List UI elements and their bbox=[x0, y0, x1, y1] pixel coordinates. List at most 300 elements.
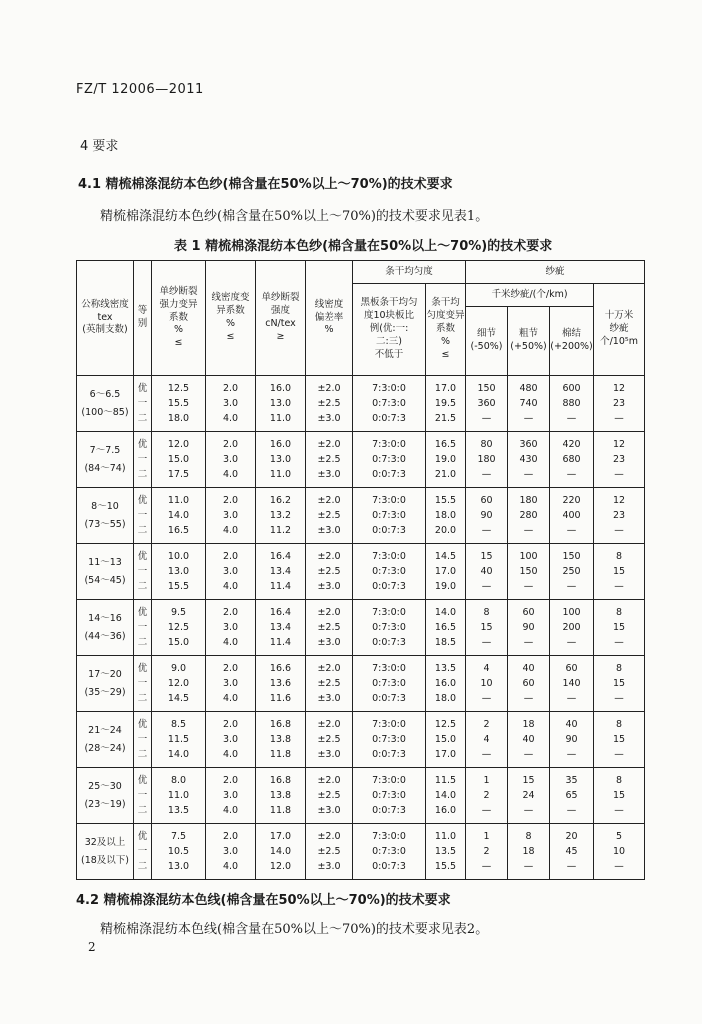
cell-value: 0:0:7:3 bbox=[372, 469, 406, 480]
cell-value: 40 bbox=[480, 566, 493, 577]
cell-value: 3.0 bbox=[222, 566, 239, 577]
cell-value: 12.0 bbox=[269, 861, 292, 872]
cell-value: 21～24 bbox=[88, 724, 122, 736]
cell-value: 二 bbox=[137, 413, 148, 424]
cell-deviation bbox=[306, 600, 353, 656]
cell-value: 90 bbox=[522, 622, 535, 633]
cell-value: 11.4 bbox=[269, 637, 292, 648]
cell-cv-strength bbox=[152, 712, 206, 768]
cell-value: 一 bbox=[137, 622, 148, 633]
cell-value: 15.0 bbox=[167, 454, 190, 465]
cell-per-100km bbox=[594, 656, 645, 712]
cell-blackboard bbox=[353, 432, 426, 488]
cell-neps bbox=[550, 600, 594, 656]
cell-value: 18 bbox=[522, 846, 535, 857]
cell-density bbox=[77, 544, 134, 600]
cell-grades bbox=[134, 824, 152, 880]
cell-value: 16.0 bbox=[269, 439, 292, 450]
cell-value: 6～6.5 bbox=[89, 388, 121, 400]
cell-value: 9.0 bbox=[170, 663, 187, 674]
cell-thin bbox=[466, 600, 508, 656]
cell-value: 12.5 bbox=[167, 383, 190, 394]
table-row bbox=[77, 656, 645, 712]
cell-per-100km bbox=[594, 376, 645, 432]
cell-value: 一 bbox=[137, 678, 148, 689]
cell-value: 430 bbox=[519, 454, 538, 465]
cell-value: 2 bbox=[483, 790, 490, 801]
cell-value: 360 bbox=[519, 439, 538, 450]
cell-value: 8 bbox=[483, 607, 490, 618]
cell-value: 13.5 bbox=[167, 805, 190, 816]
cell-cv-evenness bbox=[426, 768, 466, 824]
cell-tenacity bbox=[256, 712, 306, 768]
cell-cv-evenness bbox=[426, 656, 466, 712]
cell-value: 一 bbox=[137, 734, 148, 745]
cell-tenacity bbox=[256, 656, 306, 712]
cell-deviation bbox=[306, 824, 353, 880]
cell-value: 10 bbox=[612, 846, 626, 857]
cell-tenacity bbox=[256, 600, 306, 656]
cell-value: 15.5 bbox=[434, 495, 457, 506]
header-density bbox=[77, 261, 134, 376]
cell-thick bbox=[508, 712, 550, 768]
cell-value: ±3.0 bbox=[317, 413, 341, 424]
cell-value: 二 bbox=[137, 749, 148, 760]
cell-value: 3.0 bbox=[222, 790, 239, 801]
header-line: 匀度变异 bbox=[426, 310, 465, 322]
cell-thick bbox=[508, 768, 550, 824]
requirements-table bbox=[76, 260, 645, 880]
cell-value: 13.5 bbox=[434, 846, 457, 857]
cell-value: 14.0 bbox=[434, 790, 457, 801]
cell-deviation bbox=[306, 712, 353, 768]
cell-value: 600 bbox=[562, 383, 581, 394]
cell-value: 60 bbox=[565, 663, 578, 674]
cell-value: 8 bbox=[616, 775, 623, 786]
cell-value: 3.0 bbox=[222, 678, 239, 689]
cell-value: 7:3:0:0 bbox=[372, 439, 406, 450]
cell-value: 0:0:7:3 bbox=[372, 637, 406, 648]
cell-value: ±2.5 bbox=[317, 678, 341, 689]
cell-blackboard bbox=[353, 600, 426, 656]
cell-value: ±2.0 bbox=[317, 551, 341, 562]
cell-value: 优 bbox=[137, 663, 148, 674]
cell-value: 13.0 bbox=[167, 566, 190, 577]
cell-value: 250 bbox=[562, 566, 581, 577]
cell-value: — bbox=[614, 805, 624, 816]
cell-tenacity bbox=[256, 376, 306, 432]
cell-blackboard bbox=[353, 656, 426, 712]
cell-value: 40 bbox=[565, 719, 578, 730]
cell-value: — bbox=[614, 861, 624, 872]
cell-cv-evenness bbox=[426, 712, 466, 768]
cell-value: 40 bbox=[522, 734, 535, 745]
cell-value: 80 bbox=[480, 439, 493, 450]
cell-value: 8 bbox=[616, 663, 623, 674]
cell-grades bbox=[134, 712, 152, 768]
cell-value: ±2.0 bbox=[317, 495, 341, 506]
cell-thin bbox=[466, 376, 508, 432]
cell-value: 7:3:0:0 bbox=[372, 719, 406, 730]
cell-value: 15 bbox=[480, 622, 493, 633]
cell-deviation bbox=[306, 432, 353, 488]
cell-value: 2.0 bbox=[222, 831, 239, 842]
header-evenness-group: 条干均匀度 bbox=[353, 261, 466, 284]
cell-value: 0:7:3:0 bbox=[372, 566, 406, 577]
cell-value: 32及以上 bbox=[84, 836, 126, 848]
cell-value: 40 bbox=[522, 663, 535, 674]
cell-per-100km bbox=[594, 544, 645, 600]
cell-value: 13.4 bbox=[269, 566, 292, 577]
cell-value: 11.0 bbox=[167, 495, 190, 506]
cell-tenacity bbox=[256, 824, 306, 880]
cell-thick bbox=[508, 432, 550, 488]
cell-value: 3.0 bbox=[222, 454, 239, 465]
header-line: ≥ bbox=[276, 330, 285, 342]
cell-value: 优 bbox=[137, 775, 148, 786]
cell-thin bbox=[466, 656, 508, 712]
cell-value: 2.0 bbox=[222, 607, 239, 618]
cell-value: 11.4 bbox=[269, 581, 292, 592]
cell-neps bbox=[550, 824, 594, 880]
cell-cv-strength bbox=[152, 544, 206, 600]
cell-value: 二 bbox=[137, 637, 148, 648]
header-thick bbox=[508, 307, 550, 376]
cell-blackboard bbox=[353, 376, 426, 432]
header-deviation bbox=[306, 261, 353, 376]
cell-value: 15 bbox=[612, 734, 626, 745]
cell-value: 11.8 bbox=[269, 805, 292, 816]
header-line: 公称线密度 bbox=[81, 298, 129, 310]
cell-value: 11.0 bbox=[269, 413, 292, 424]
cell-cv-strength bbox=[152, 656, 206, 712]
cell-cv-evenness bbox=[426, 488, 466, 544]
cell-value: 2.0 bbox=[222, 383, 239, 394]
cell-value: 一 bbox=[137, 846, 148, 857]
cell-value: 4.0 bbox=[222, 637, 239, 648]
cell-per-100km bbox=[594, 824, 645, 880]
cell-thick bbox=[508, 544, 550, 600]
cell-value: — bbox=[523, 525, 534, 536]
cell-value: — bbox=[481, 805, 492, 816]
cell-value: — bbox=[481, 861, 492, 872]
cell-neps bbox=[550, 656, 594, 712]
cell-value: — bbox=[523, 413, 534, 424]
cell-value: ±2.0 bbox=[317, 607, 341, 618]
cell-value: ±3.0 bbox=[317, 693, 341, 704]
cell-value: 0:0:7:3 bbox=[372, 749, 406, 760]
cell-value: ±2.0 bbox=[317, 831, 341, 842]
cell-value: 8.5 bbox=[170, 719, 187, 730]
cell-value: 17.0 bbox=[434, 749, 457, 760]
header-cv-linear bbox=[206, 261, 256, 376]
cell-value: 2 bbox=[483, 719, 490, 730]
cell-grades bbox=[134, 600, 152, 656]
cell-value: (100～85) bbox=[81, 406, 129, 418]
table-row bbox=[77, 376, 645, 432]
cell-value: 16.5 bbox=[434, 622, 457, 633]
header-line: 线密度 bbox=[314, 298, 344, 310]
cell-grades bbox=[134, 544, 152, 600]
cell-value: 23 bbox=[612, 454, 626, 465]
cell-value: 20.0 bbox=[434, 525, 457, 536]
cell-value: ±2.0 bbox=[317, 383, 341, 394]
cell-blackboard bbox=[353, 544, 426, 600]
cell-value: 12.5 bbox=[167, 622, 190, 633]
cell-value: 0:0:7:3 bbox=[372, 413, 406, 424]
cell-cv-evenness bbox=[426, 376, 466, 432]
cell-value: 16.2 bbox=[269, 495, 292, 506]
cell-value: 19.5 bbox=[434, 398, 457, 409]
cell-value: 7.5 bbox=[170, 831, 187, 842]
header-line: % bbox=[225, 318, 236, 329]
cell-value: 4 bbox=[483, 734, 490, 745]
cell-value: 7:3:0:0 bbox=[372, 831, 406, 842]
cell-thin bbox=[466, 768, 508, 824]
header-line: 不低于 bbox=[374, 348, 404, 360]
cell-value: (54～45) bbox=[84, 574, 126, 586]
cell-per-100km bbox=[594, 600, 645, 656]
cell-value: 18.5 bbox=[434, 637, 457, 648]
cell-value: 150 bbox=[477, 383, 496, 394]
cell-value: 13.8 bbox=[269, 790, 292, 801]
cell-value: 15 bbox=[612, 622, 626, 633]
cell-value: ±3.0 bbox=[317, 861, 341, 872]
cell-value: 优 bbox=[137, 607, 148, 618]
cell-value: 0:7:3:0 bbox=[372, 846, 406, 857]
cell-value: ±2.5 bbox=[317, 510, 341, 521]
cell-value: 0:7:3:0 bbox=[372, 454, 406, 465]
cell-value: 优 bbox=[137, 719, 148, 730]
cell-value: 11.5 bbox=[434, 775, 457, 786]
cell-value: 3.0 bbox=[222, 846, 239, 857]
cell-value: 13.2 bbox=[269, 510, 292, 521]
cell-value: — bbox=[523, 581, 534, 592]
cell-value: 17.0 bbox=[434, 383, 457, 394]
header-blackboard bbox=[353, 284, 426, 376]
cell-value: ±2.0 bbox=[317, 439, 341, 450]
header-line: 例(优:一: bbox=[369, 323, 409, 335]
cell-value: 15.5 bbox=[434, 861, 457, 872]
cell-value: 0:7:3:0 bbox=[372, 622, 406, 633]
cell-value: 14～16 bbox=[88, 612, 122, 624]
cell-blackboard bbox=[353, 824, 426, 880]
cell-cv-strength bbox=[152, 824, 206, 880]
cell-value: 12 bbox=[612, 439, 626, 450]
cell-value: 14.0 bbox=[434, 607, 457, 618]
cell-value: ±2.5 bbox=[317, 398, 341, 409]
cell-cv-linear bbox=[206, 824, 256, 880]
cell-value: 0:7:3:0 bbox=[372, 510, 406, 521]
cell-density bbox=[77, 768, 134, 824]
page-number: 2 bbox=[88, 940, 96, 954]
header-line: 异系数 bbox=[216, 305, 245, 317]
cell-per-100km bbox=[594, 432, 645, 488]
table-row bbox=[77, 824, 645, 880]
cell-value: 880 bbox=[562, 398, 581, 409]
cell-value: — bbox=[566, 861, 577, 872]
cell-value: 12 bbox=[612, 383, 626, 394]
cell-value: 7:3:0:0 bbox=[372, 607, 406, 618]
cell-value: 13.0 bbox=[269, 398, 292, 409]
cell-value: 一 bbox=[137, 510, 148, 521]
cell-value: 10.0 bbox=[167, 551, 190, 562]
cell-neps bbox=[550, 488, 594, 544]
cell-value: 14.5 bbox=[434, 551, 457, 562]
cell-value: 7:3:0:0 bbox=[372, 383, 406, 394]
cell-value: 21.5 bbox=[434, 413, 457, 424]
table-row bbox=[77, 432, 645, 488]
cell-value: 13.0 bbox=[167, 861, 190, 872]
cell-value: 15 bbox=[522, 775, 535, 786]
cell-neps bbox=[550, 768, 594, 824]
section-4-1-body: 精梳棉涤混纺本色纱(棉含量在50%以上～70%)的技术要求见表1。 bbox=[100, 209, 489, 224]
header-line: 单纱断裂 bbox=[261, 292, 300, 304]
cell-per-100km bbox=[594, 712, 645, 768]
cell-value: 一 bbox=[137, 398, 148, 409]
cell-neps bbox=[550, 544, 594, 600]
cell-value: 12.0 bbox=[167, 439, 190, 450]
cell-value: (44～36) bbox=[84, 630, 126, 642]
header-thin bbox=[466, 307, 508, 376]
cell-value: 140 bbox=[562, 678, 581, 689]
cell-value: 0:7:3:0 bbox=[372, 398, 406, 409]
cell-tenacity bbox=[256, 768, 306, 824]
header-line: 二:三) bbox=[376, 335, 402, 347]
cell-value: 7:3:0:0 bbox=[372, 663, 406, 674]
cell-per-100km bbox=[594, 488, 645, 544]
cell-value: 3.0 bbox=[222, 510, 239, 521]
cell-value: 3.0 bbox=[222, 622, 239, 633]
cell-value: 2.0 bbox=[222, 439, 239, 450]
cell-value: 19.0 bbox=[434, 454, 457, 465]
cell-grades bbox=[134, 376, 152, 432]
cell-value: 一 bbox=[137, 790, 148, 801]
cell-value: 4.0 bbox=[222, 413, 239, 424]
cell-value: 11.0 bbox=[167, 790, 190, 801]
cell-thick bbox=[508, 656, 550, 712]
cell-value: 16.0 bbox=[269, 383, 292, 394]
cell-cv-linear bbox=[206, 600, 256, 656]
cell-thin bbox=[466, 824, 508, 880]
cell-value: ±2.5 bbox=[317, 454, 341, 465]
cell-value: 21.0 bbox=[434, 469, 457, 480]
cell-value: 9.5 bbox=[170, 607, 187, 618]
cell-thick bbox=[508, 600, 550, 656]
cell-value: — bbox=[566, 749, 577, 760]
cell-value: — bbox=[481, 525, 492, 536]
section-4-2-body: 精梳棉涤混纺本色线(棉含量在50%以上～70%)的技术要求见表2。 bbox=[100, 922, 489, 937]
cell-deviation bbox=[306, 488, 353, 544]
cell-value: — bbox=[614, 525, 624, 536]
cell-value: 16.5 bbox=[434, 439, 457, 450]
cell-value: 11.8 bbox=[269, 749, 292, 760]
header-line: 别 bbox=[137, 318, 148, 329]
cell-value: 18.0 bbox=[434, 693, 457, 704]
cell-value: ±3.0 bbox=[317, 469, 341, 480]
cell-density bbox=[77, 712, 134, 768]
header-line: % bbox=[324, 324, 334, 336]
cell-value: 11.0 bbox=[269, 469, 292, 480]
cell-value: — bbox=[566, 413, 577, 424]
standard-number: FZ/T 12006—2011 bbox=[76, 82, 204, 97]
cell-value: 4.0 bbox=[222, 469, 239, 480]
cell-value: 360 bbox=[477, 398, 496, 409]
cell-value: 280 bbox=[519, 510, 538, 521]
cell-value: 1 bbox=[483, 831, 490, 842]
section-4-2-heading: 4.2 精梳棉涤混纺本色线(棉含量在50%以上～70%)的技术要求 bbox=[76, 893, 451, 908]
cell-value: 13.8 bbox=[269, 734, 292, 745]
cell-value: 45 bbox=[565, 846, 578, 857]
cell-value: — bbox=[523, 693, 534, 704]
cell-cv-evenness bbox=[426, 432, 466, 488]
cell-value: 7:3:0:0 bbox=[372, 775, 406, 786]
cell-density bbox=[77, 376, 134, 432]
header-line: (-50%) bbox=[470, 341, 503, 352]
cell-value: (18及以下) bbox=[80, 854, 129, 866]
cell-blackboard bbox=[353, 712, 426, 768]
cell-value: 20 bbox=[565, 831, 578, 842]
table-row bbox=[77, 544, 645, 600]
table-row bbox=[77, 600, 645, 656]
cell-value: 18.0 bbox=[434, 510, 457, 521]
cell-value: 3.0 bbox=[222, 398, 239, 409]
cell-value: 23 bbox=[612, 398, 626, 409]
header-line: 十万米 bbox=[604, 310, 634, 322]
cell-cv-strength bbox=[152, 432, 206, 488]
cell-value: ±3.0 bbox=[317, 637, 341, 648]
header-line: 纱疵 bbox=[609, 323, 629, 335]
cell-cv-strength bbox=[152, 488, 206, 544]
cell-value: (35～29) bbox=[84, 686, 126, 698]
cell-value: 60 bbox=[522, 678, 535, 689]
cell-value: ±2.5 bbox=[317, 622, 341, 633]
cell-value: 25～30 bbox=[88, 780, 122, 792]
cell-value: — bbox=[614, 693, 624, 704]
cell-grades bbox=[134, 656, 152, 712]
cell-value: 4.0 bbox=[222, 861, 239, 872]
header-line: 强力变异 bbox=[159, 298, 198, 310]
section-4-heading: 4 要求 bbox=[80, 139, 119, 154]
header-line: 偏差率 bbox=[314, 311, 344, 323]
header-faults-group: 纱疵 bbox=[466, 261, 645, 284]
cell-cv-evenness bbox=[426, 824, 466, 880]
cell-value: 480 bbox=[519, 383, 538, 394]
cell-value: 8.0 bbox=[170, 775, 187, 786]
cell-value: 35 bbox=[565, 775, 578, 786]
cell-value: ±2.0 bbox=[317, 775, 341, 786]
cell-cv-strength bbox=[152, 376, 206, 432]
cell-value: 2 bbox=[483, 846, 490, 857]
cell-value: 420 bbox=[562, 439, 581, 450]
cell-value: 一 bbox=[137, 454, 148, 465]
cell-value: 14.0 bbox=[167, 510, 190, 521]
cell-value: 90 bbox=[565, 734, 578, 745]
header-line: 黑板条干均匀 bbox=[360, 297, 418, 309]
cell-value: — bbox=[614, 581, 624, 592]
cell-value: 8 bbox=[616, 719, 623, 730]
cell-deviation bbox=[306, 656, 353, 712]
header-line: 单纱断裂 bbox=[159, 285, 198, 297]
cell-value: 二 bbox=[137, 469, 148, 480]
cell-value: 优 bbox=[137, 439, 148, 450]
section-4-1-heading: 4.1 精梳棉涤混纺本色纱(棉含量在50%以上～70%)的技术要求 bbox=[78, 177, 453, 192]
cell-value: 15 bbox=[612, 678, 626, 689]
cell-value: 680 bbox=[562, 454, 581, 465]
cell-value: 11.5 bbox=[167, 734, 190, 745]
header-line: 等 bbox=[137, 305, 148, 317]
cell-tenacity bbox=[256, 432, 306, 488]
